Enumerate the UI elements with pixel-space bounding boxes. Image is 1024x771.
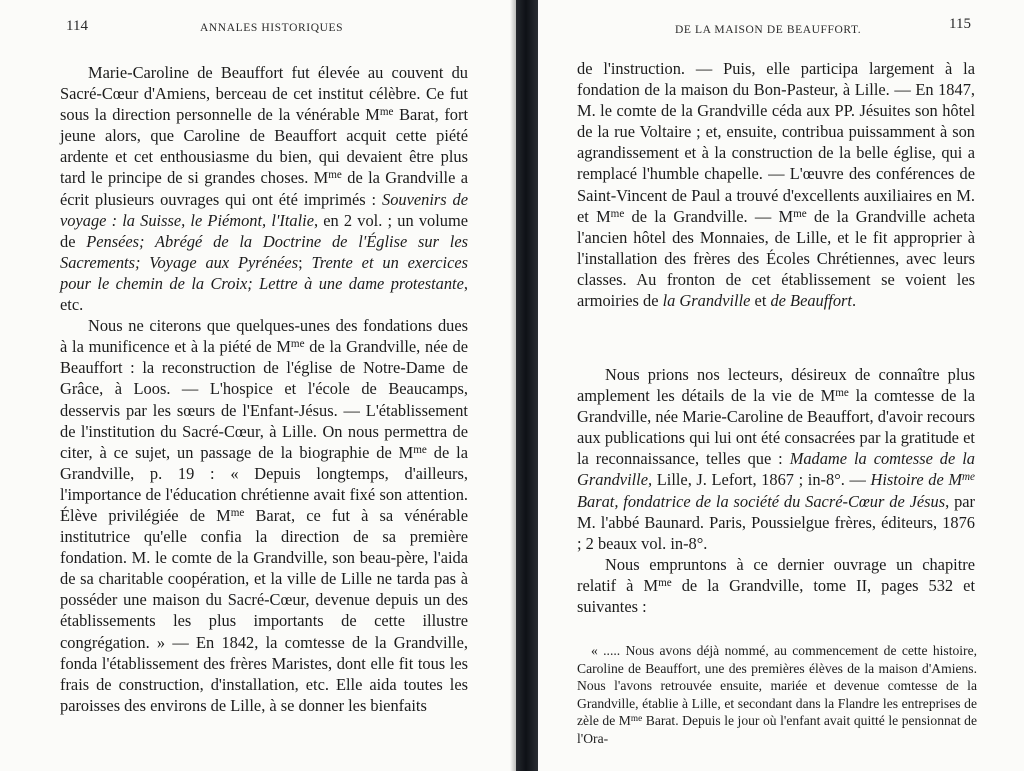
paragraph: de l'instruction. — Puis, elle participa largement à la fondation de la maison du Bon-Pasteur, à Lille. — En 1847, M. le comte de la Grandville céda aux PP. Jésuites son hôtel de la rue Voltaire ; et, ensuite, contribua puissamment à son agrandissement et à la construction de la belle église, qui a remplacé l'humble chapelle. — L'œuvre des conférences de Saint-Vincent de Paul a trouvé d'excellents auxiliaires en M. et $M^{me}$ de la Grandville. — $M^{me}$ de la Grandville acheta l'ancien hôtel des Monnaies, de Lille, et le fit approprier à l'installation des frères des Écoles Chrétiennes, avec leurs classes. Au fronton de cet établissement se voient les armoiries de la Grandville et de Beauffort. <box>577 59 975 311</box>
paragraph: Nous ne citerons que quelques-unes des fondations dues à la munificence et à la piété de $M^{me}$ de la Grandville, née de Beauffort : la reconstruction de l'église de Notre-Dame de Grâce, à Loos. — L'hospice et l'école de Beaucamps, desservis par les sœurs de l'Enfant-Jésus. — L'établissement de l'institution du Sacré-Cœur, à Lille. On nous permettra de citer, à ce sujet, un passage de la biographie de $M^{me}$ de la Grandville, p. 19 : « Depuis longtemps, d'ailleurs, l'importance de l'éducation chrétienne avait fixé son attention. Élève privilégiée de $M^{me}$ Barat, ce fut à sa vénérable institutrice qu'elle confia la direction de sa première fondation. M. le comte de la Grandville, son beau-père, l'aida de sa charitable coopération, et la ville de Lille ne tarda pas à posséder une maison du Sacré-Cœur, devenue depuis un des établissements les plus importants de cette illustre congrégation. » — En 1842, la comtesse de la Grandville, fonda l'établissement des frères Maristes, dont elle fit tous les frais de construction, d'installation, etc. Elle aida toutes les paroisses des environs de Lille, à se donner les bienfaits <box>60 316 469 715</box>
book-gutter <box>516 0 538 771</box>
paragraph: Nous empruntons à ce dernier ouvrage un chapitre relatif à $M^{me}$ de la Grandville, tome II, pages 532 et suivantes : <box>577 554 975 617</box>
paragraph: « ..... Nous avons déjà nommé, au commencement de cette histoire, Caroline de Beauffort, une des premières élèves de la maison d'Amiens. Nous l'avons retrouvée ensuite, mariée et devenue comtesse de la Grandville, établie à Lille, et secondant dans la Flandre les entreprises de zèle de $M^{me}$ Barat. Depuis le jour où l'enfant avait quitté le pensionnat de l'Ora- <box>577 643 978 746</box>
page-number: 114 <box>66 18 88 34</box>
running-head: DE LA MAISON DE BEAUFFORT. <box>675 24 862 36</box>
paragraph: Marie-Caroline de Beauffort fut élevée au couvent du Sacré-Cœur d'Amiens, berceau de cet institut célèbre. Ce fut sous la direction personnelle de la vénérable $M^{me}$ Barat, fort jeune alors, que Caroline de Beauffort acquit cette piété ardente et cet enthousiasme du bien, qui devaient être plus tard le principe de si grandes choses. $M^{me}$ de la Grandville a écrit plusieurs ouvrages qui ont été imprimés : Souvenirs de voyage : la Suisse, le Piémont, l'Italie, en 2 vol. ; un volume de Pensées; Abrégé de la Doctrine de l'Église sur les Sacrements; Voyage aux Pyrénées; Trente et un exercices pour le chemin de la Croix; Lettre à une dame protestante, etc. <box>60 63 469 315</box>
paragraph: Nous prions nos lecteurs, désireux de connaître plus amplement les détails de la vie de $M^{me}$ la comtesse de la Grandville, née Marie-Caroline de Beauffort, d'avoir recours aux publications qui lui ont été consacrées par la gratitude et la reconnaissance, telles que : Madame la comtesse de la Grandville, Lille, J. Lefort, 1867 ; in-8°. — Histoire de $M^{me}$ Barat, fondatrice de la société du Sacré-Cœur de Jésus, par M. l'abbé Baunard. Paris, Poussielgue frères, éditeurs, 1876 ; 2 beaux vol. in-8°. <box>577 365 976 553</box>
page-number: 115 <box>949 16 971 32</box>
body-text <box>577 364 975 617</box>
body-text <box>577 58 975 311</box>
right-page <box>538 0 1024 771</box>
quotation-excerpt <box>577 642 977 748</box>
running-head: ANNALES HISTORIQUES <box>200 22 344 34</box>
body-text <box>60 62 468 716</box>
